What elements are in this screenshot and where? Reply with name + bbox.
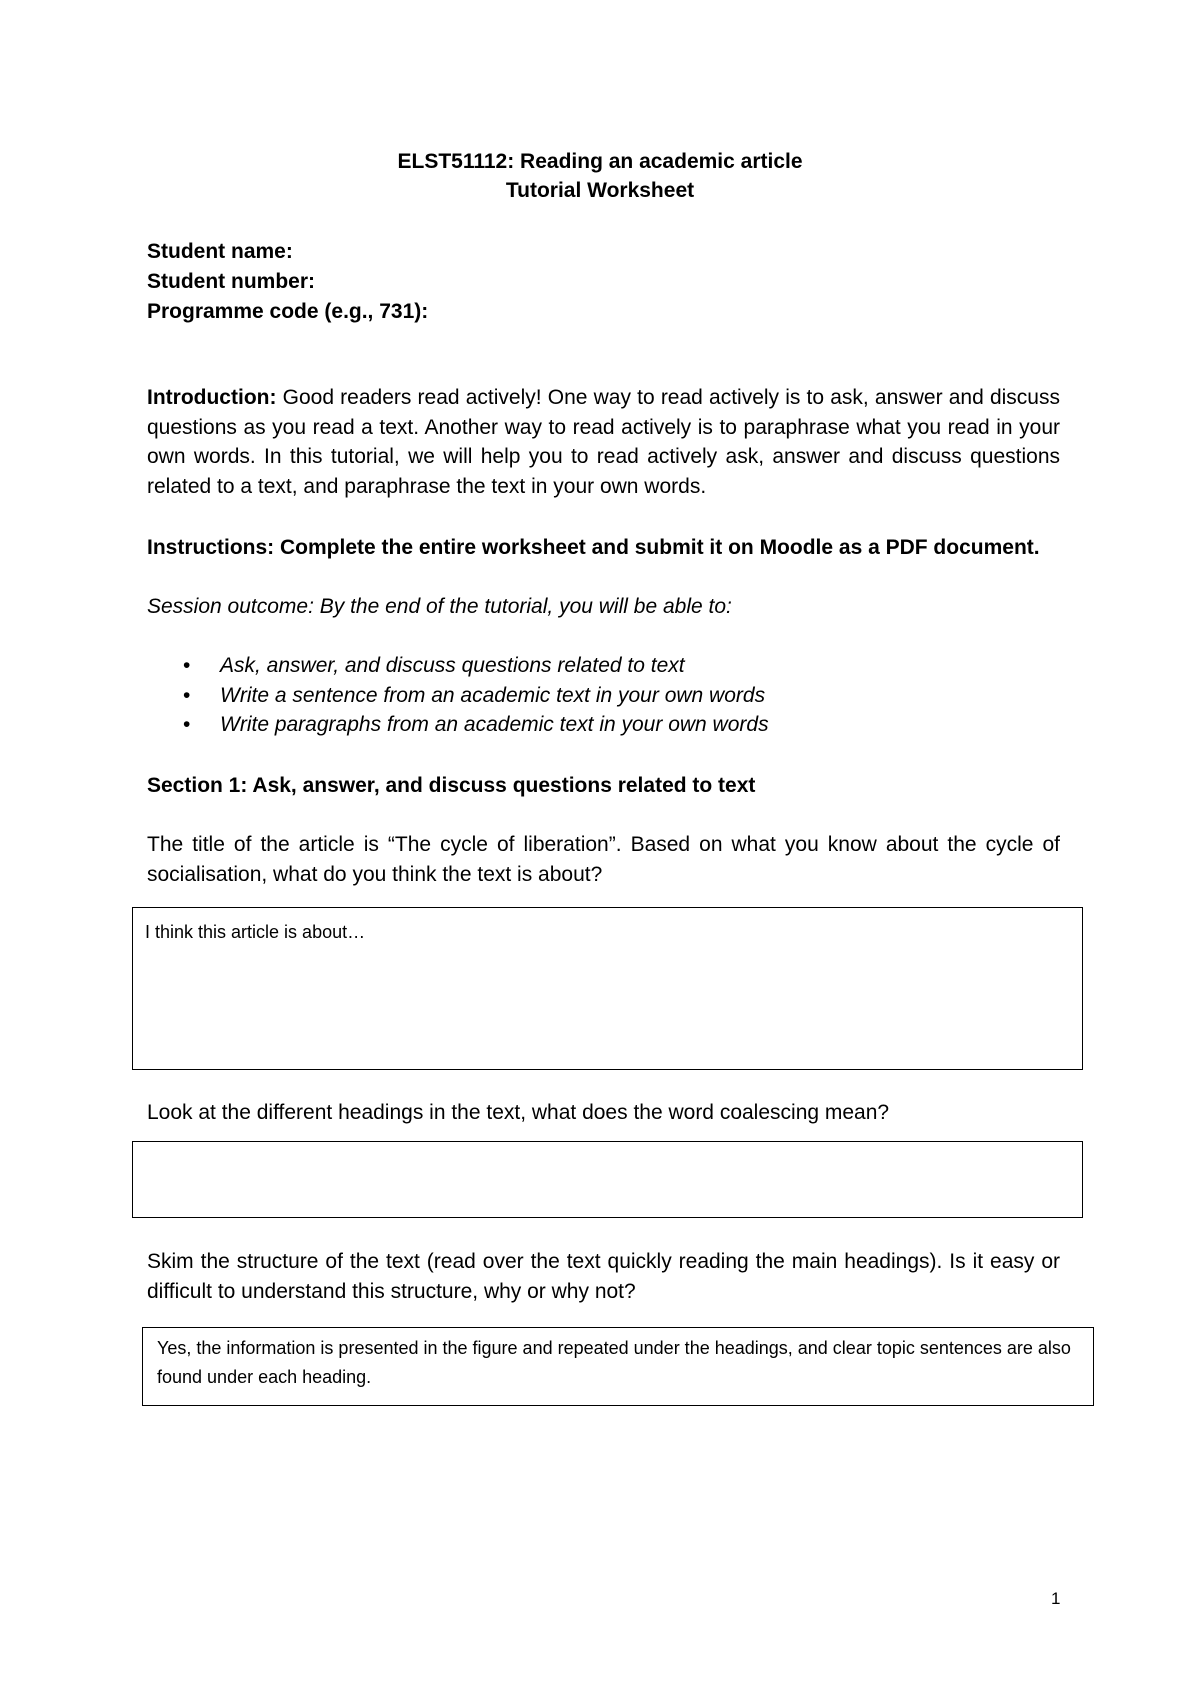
programme-code-label: Programme code (e.g., 731): [147, 300, 429, 323]
answer-box-3[interactable] [142, 1327, 1094, 1406]
question-1-prompt: The title of the article is “The cycle of liberation”. Based on what you know about the cycle of socialisation, what do you think the text is about? [147, 833, 1060, 886]
list-item [147, 651, 769, 681]
student-details [147, 237, 428, 327]
student-number-label: Student number: [147, 270, 315, 293]
instructions: Instructions: Complete the entire worksheet and submit it on Moodle as a PDF document. [147, 536, 1040, 559]
answer-box-1[interactable] [132, 907, 1083, 1070]
list-item [147, 710, 769, 740]
outcome-item-text: Write a sentence from an academic text in your own words [220, 683, 766, 707]
question-3-prompt: Skim the structure of the text (read over the text quickly reading the main headings). Is it easy or difficult to understand this structure, why or why not? [147, 1250, 1060, 1303]
introduction-paragraph [147, 383, 1060, 501]
bullet-icon: • [183, 713, 191, 736]
answer-1-text: I think this article is about… [145, 922, 366, 942]
introduction-body: Good readers read actively! One way to read actively is to ask, answer and discuss questions as you read a text. Another way to read actively is to paraphrase what you read in your own words. In this tutorial, we will help you to read actively ask, answer and discuss questions related to a text, and paraphrase the text in your own words. [147, 386, 1060, 498]
page-number: 1 [1051, 1589, 1061, 1608]
course-title: ELST51112: Reading an academic article [397, 150, 803, 173]
outcome-list [147, 651, 769, 740]
session-outcome: Session outcome: By the end of the tutorial, you will be able to: [147, 595, 732, 618]
outcome-item-text: Ask, answer, and discuss questions related to text [220, 654, 685, 677]
question-2-prompt: Look at the different headings in the text, what does the word coalescing mean? [147, 1101, 890, 1124]
answer-3-text: Yes, the information is presented in the figure and repeated under the headings, and clear topic sentences are also found under each heading. [157, 1338, 1071, 1387]
student-name-label: Student name: [147, 240, 293, 263]
section-1-heading: Section 1: Ask, answer, and discuss questions related to text [147, 774, 756, 797]
answer-box-2[interactable] [132, 1141, 1083, 1218]
bullet-icon: • [183, 683, 191, 707]
outcome-item-text: Write paragraphs from an academic text in your own words [220, 713, 769, 736]
introduction-lead: Introduction: [147, 386, 277, 409]
worksheet-subtitle: Tutorial Worksheet [505, 179, 695, 202]
list-item [147, 681, 769, 711]
document-title [0, 147, 1200, 205]
bullet-icon: • [183, 654, 191, 677]
